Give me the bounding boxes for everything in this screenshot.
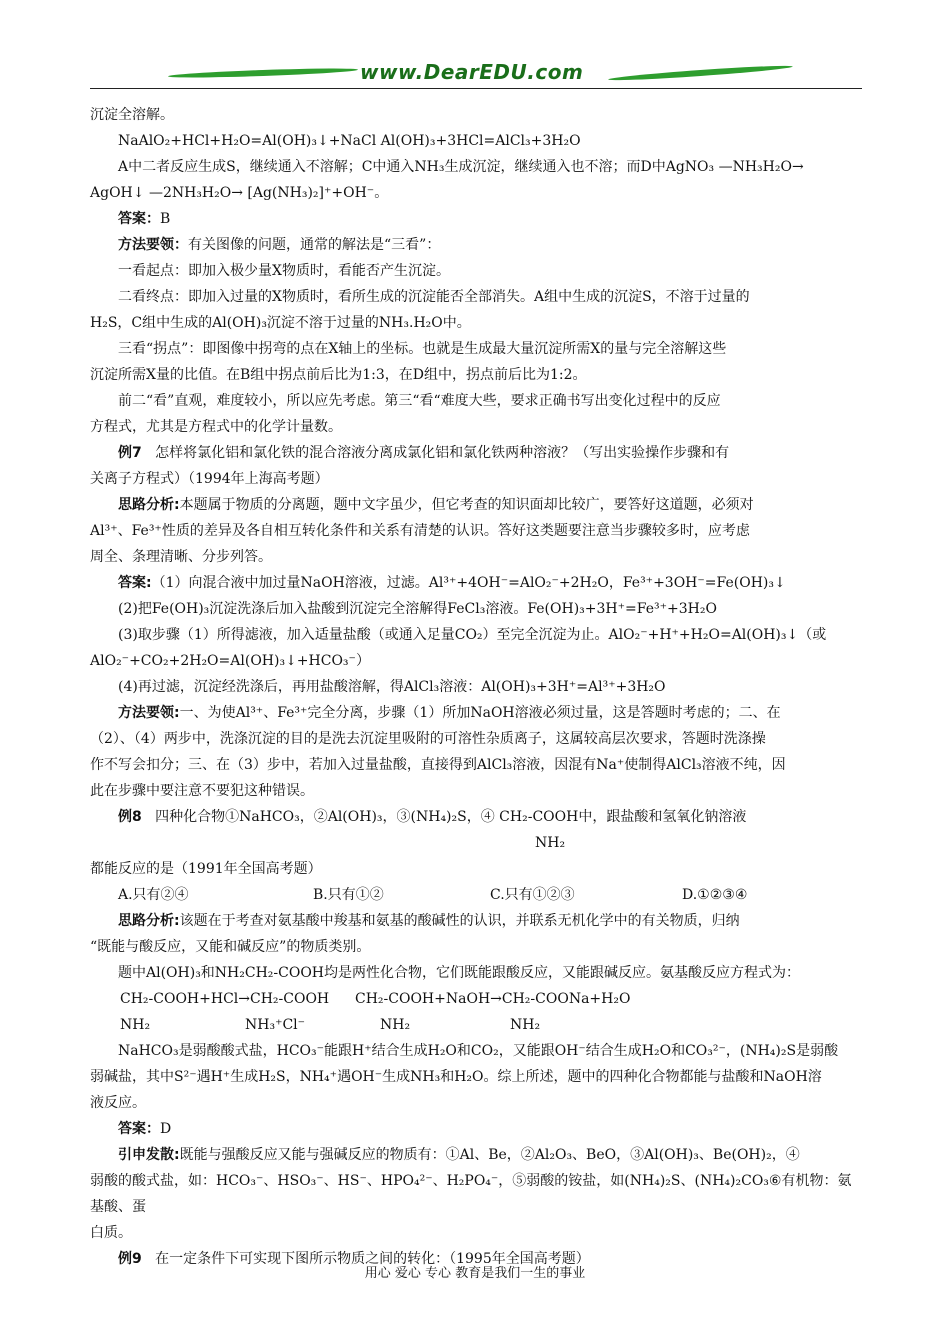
text-line: （2）、（4）两步中，洗涤沉淀的目的是洗去沉淀里吸附的可溶性杂质离子，这属较高层次要求，答题时洗涤操: [90, 731, 766, 747]
extension-label: 引申发散:: [118, 1147, 180, 1163]
example-text: 在一定条件下可实现下图所示物质之间的转化：（1995年全国高考题）: [155, 1251, 590, 1267]
extension-text: 既能与强酸反应又能与强碱反应的物质有：①Al、Be，②Al₂O₃、BeO，③Al(OH)₃、Be(OH)₂，④: [179, 1147, 800, 1163]
example-label: 例9: [118, 1251, 142, 1267]
method-label: 方法要领：: [118, 237, 188, 253]
text-line: 此在步骤中要注意不要犯这种错误。: [90, 783, 314, 799]
example-label: 例8: [118, 809, 142, 825]
text-line: 沉淀全溶解。: [90, 107, 174, 123]
option-d: D.①②③④: [682, 887, 748, 903]
text-line: 题中Al(OH)₃和NH₂CH₂-COOH均是两性化合物，它们既能跟酸反应，又能跟碱反应。氨基酸反应方程式为：: [118, 965, 801, 981]
method-line: [90, 700, 862, 726]
example-8-line: [90, 804, 862, 830]
text-line: AgOH↓ —2NH₃H₂O→ [Ag(NH₃)₂]⁺+OH⁻。: [90, 185, 389, 201]
answer-text: （1）向混合液中加过量NaOH溶液，过滤。Al³⁺+4OH⁻=AlO₂⁻+2H₂O，Fe³⁺+3OH⁻=Fe(OH)₃↓: [151, 575, 786, 591]
text-line: 沉淀所需X量的比值。在B组中拐点前后比为1:3，在D组中，拐点前后比为1:2。: [90, 367, 587, 383]
formula-subline: [90, 830, 862, 856]
answer-line: [90, 570, 862, 596]
equation-acid: CH₂-COOH+HCl→CH₂-COOH: [120, 991, 330, 1007]
equation-subrow: [90, 1012, 862, 1038]
text-line: (2)把Fe(OH)₃沉淀洗涤后加入盐酸到沉淀完全溶解得FeCl₃溶液。Fe(OH)₃+3H⁺=Fe³⁺+3H₂O: [118, 601, 717, 617]
example-label: 例7: [118, 445, 142, 461]
header-swoosh-right: [608, 64, 793, 83]
analysis-label: 思路分析:: [118, 497, 180, 513]
text-line: 三看“拐点”：即图像中拐弯的点在X轴上的坐标。也就是生成最大量沉淀所需X的量与完全溶解这些: [118, 341, 727, 357]
site-logo[interactable]: www.DearEDU.com: [360, 60, 584, 84]
answer-value: D: [160, 1121, 172, 1137]
method-label: 方法要领:: [118, 705, 180, 721]
answer-label: 答案：: [118, 1121, 160, 1137]
equation-base: CH₂-COOH+NaOH→CH₂-COONa+H₂O: [355, 991, 631, 1007]
amino-group-label: NH₂: [120, 1017, 151, 1033]
text-line: 一看起点：即加入极少量X物质时，看能否产生沉淀。: [118, 263, 450, 279]
text-line: H₂S，C组中生成的Al(OH)₃沉淀不溶于过量的NH₃.H₂O中。: [90, 315, 471, 331]
answer-line: [90, 1116, 862, 1142]
method-line: [90, 232, 862, 258]
method-text: 有关图像的问题，通常的解法是“三看”：: [188, 237, 441, 253]
text-line: 前二“看”直观，难度较小，所以应先考虑。第三“看“难度大些，要求正确书写出变化过程中的反应: [118, 393, 721, 409]
answer-line: [90, 206, 862, 232]
page-footer: 用心 爱心 专心 教育是我们一生的事业: [364, 1266, 586, 1281]
text-line: 弱酸的酸式盐，如：HCO₃⁻、HSO₃⁻、HS⁻、HPO₄²⁻、H₂PO₄⁻，⑤弱酸的铵盐，如(NH₄)₂S、(NH₄)₂CO₃⑥有机物：氨基酸、蛋: [90, 1173, 852, 1215]
option-b: B.只有①②: [313, 887, 384, 903]
text-line: 方程式，尤其是方程式中的化学计量数。: [90, 419, 342, 435]
analysis-label: 思路分析:: [118, 913, 180, 929]
text-line: A中二者反应生成S，继续通入不溶解；C中通入NH₃生成沉淀，继续通入也不溶；而D中AgNO₃ —NH₃H₂O→: [118, 159, 804, 175]
analysis-text: 该题在于考查对氨基酸中羧基和氨基的酸碱性的认识，并联系无机化学中的有关物质，归纳: [179, 913, 740, 929]
answer-value: B: [160, 211, 171, 227]
text-line: 白质。: [90, 1225, 132, 1241]
analysis-text: 本题属于物质的分离题，题中文字虽少，但它考查的知识面却比较广，要答好这道题，必须对: [179, 497, 754, 513]
options-row: [90, 882, 862, 908]
example-text: 四种化合物①NaHCO₃，②Al(OH)₃，③(NH₄)₂S，④ CH₂-COOH中，跟盐酸和氢氧化钠溶液: [155, 809, 747, 825]
equation-line: NaAlO₂+HCl+H₂O=Al(OH)₃↓+NaCl Al(OH)₃+3HCl=AlCl₃+3H₂O: [118, 133, 581, 149]
analysis-line: [90, 908, 862, 934]
text-line: 周全、条理清晰、分步列答。: [90, 549, 272, 565]
header-divider: [90, 88, 862, 89]
text-line: 液反应。: [90, 1095, 146, 1111]
option-c: C.只有①②③: [490, 887, 575, 903]
text-line: 关离子方程式）（1994年上海高考题）: [90, 471, 329, 487]
answer-label: 答案:: [118, 575, 152, 591]
amino-group-label: NH₂: [535, 835, 566, 851]
text-line: 作不写会扣分；三、在（3）步中，若加入过量盐酸，直接得到AlCl₃溶液，因混有Na⁺使制得AlCl₃溶液不纯，因: [90, 757, 786, 773]
equation-row: [90, 986, 862, 1012]
example-text: 怎样将氯化铝和氯化铁的混合溶液分离成氯化铝和氯化铁两种溶液？（写出实验操作步骤和有: [155, 445, 730, 461]
text-line: (3)取步骤（1）所得滤液，加入适量盐酸（或通入足量CO₂）至完全沉淀为止。AlO₂⁻+H⁺+H₂O=Al(OH)₃↓（或: [118, 627, 827, 643]
extension-line: [90, 1142, 862, 1168]
text-line: NaHCO₃是弱酸酸式盐，HCO₃⁻能跟H⁺结合生成H₂O和CO₂，又能跟OH⁻结合生成H₂O和CO₃²⁻，(NH₄)₂S是弱酸: [118, 1043, 839, 1059]
answer-label: 答案：: [118, 211, 160, 227]
text-line: 二看终点：即加入过量的X物质时，看所生成的沉淀能否全部消失。A组中生成的沉淀S，不溶于过量的: [118, 289, 750, 305]
analysis-line: [90, 492, 862, 518]
header-swoosh-left: [168, 67, 358, 80]
document-body: [90, 102, 862, 1272]
text-line: (4)再过滤，沉淀经洗涤后，再用盐酸溶解，得AlCl₃溶液：Al(OH)₃+3H⁺=Al³⁺+3H₂O: [118, 679, 666, 695]
amino-group-label: NH₂: [510, 1017, 541, 1033]
method-text: 一、为使Al³⁺、Fe³⁺完全分离，步骤（1）所加NaOH溶液必须过量，这是答题时考虑的；二、在: [179, 705, 781, 721]
text-line: 弱碱盐，其中S²⁻遇H⁺生成H₂S，NH₄⁺遇OH⁻生成NH₃和H₂O。综上所述，题中的四种化合物都能与盐酸和NaOH溶: [90, 1069, 822, 1085]
example-7-line: [90, 440, 862, 466]
ammonium-chloride-label: NH₃⁺Cl⁻: [245, 1017, 306, 1033]
text-line: “既能与酸反应，又能和碱反应”的物质类别。: [90, 939, 371, 955]
amino-group-label: NH₂: [380, 1017, 411, 1033]
text-line: Al³⁺、Fe³⁺性质的差异及各自相互转化条件和关系有清楚的认识。答好这类题要注意当步骤较多时，应考虑: [90, 523, 750, 539]
option-a: A.只有②④: [118, 887, 189, 903]
text-line: 都能反应的是（1991年全国高考题）: [90, 861, 322, 877]
text-line: AlO₂⁻+CO₂+2H₂O=Al(OH)₃↓+HCO₃⁻）: [90, 653, 370, 669]
